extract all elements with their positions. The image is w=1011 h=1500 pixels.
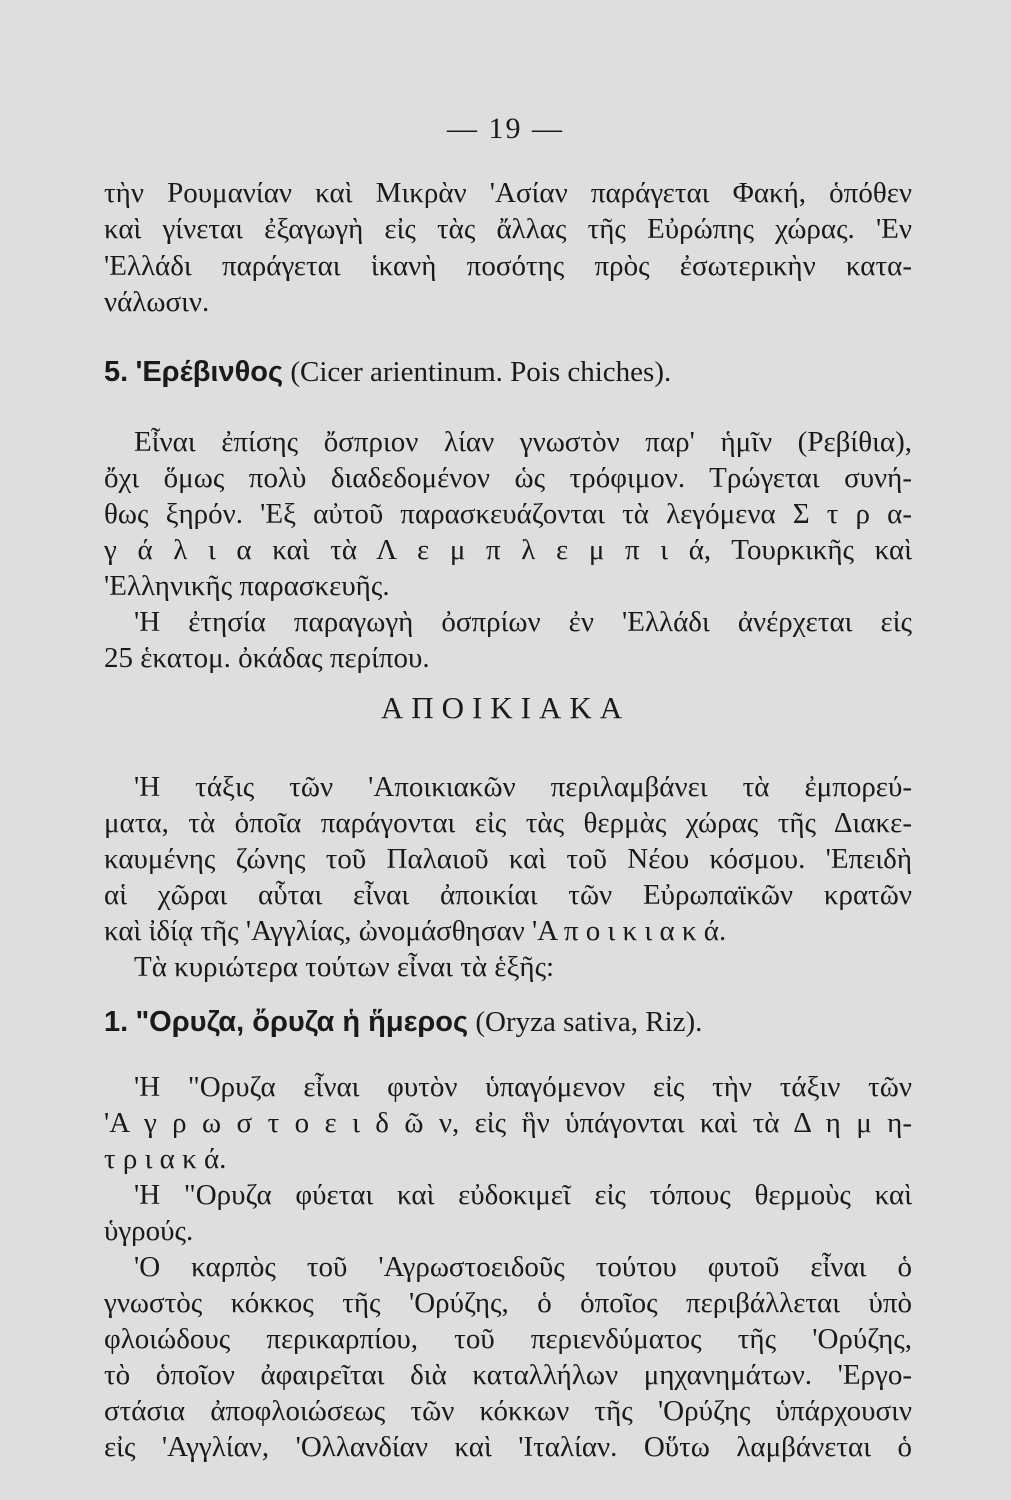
text-line: θως ξηρόν. 'Εξ αὐτοῦ παρασκευάζονται τὰ λεγόμενα Σ τ ρ α-	[104, 498, 912, 530]
text-line: τὴν Ρουμανίαν καὶ Μικρὰν 'Ασίαν παράγεται Φακή, ὁπόθεν	[104, 177, 912, 209]
text-line: 'Ελληνικῆς παρασκευῆς.	[104, 570, 390, 602]
text-line: 'Α γ ρ ω σ τ ο ε ι δ ῶ ν, εἰς ἣν ὑπάγονται καὶ τὰ Δ η μ η-	[104, 1107, 912, 1139]
text-line: τὸ ὁποῖον ἀφαιρεῖται διὰ καταλλήλων μηχανημάτων. 'Εργο-	[104, 1359, 912, 1391]
text-line: Εἶναι ἐπίσης ὄσπριον λίαν γνωστὸν παρ' ἡμῖν (Ρεβίθια),	[134, 426, 912, 458]
text-line: ὑγρούς.	[104, 1215, 194, 1247]
text-line: καὶ ἰδίᾳ τῆς 'Αγγλίας, ὠνομάσθησαν 'Α π ο ι κ ι α κ ά.	[104, 915, 727, 947]
text-line: εἰς 'Αγγλίαν, 'Ολλανδίαν καὶ 'Ιταλίαν. Οὕτω λαμβάνεται ὁ	[104, 1431, 912, 1463]
section-heading-1	[104, 1005, 912, 1039]
text-line: 'Η "Ορυζα εἶναι φυτὸν ὑπαγόμενον εἰς τὴν τάξιν τῶν	[134, 1071, 912, 1103]
text-line: γ ά λ ι α καὶ τὰ Λ ε μ π λ ε μ π ι ά, Τουρκικῆς καὶ	[104, 534, 912, 566]
text-line: ὄχι ὅμως πολὺ διαδεδομένον ὡς τρόφιμον. Τρώγεται συνή-	[104, 462, 912, 494]
text-line: γνωστὸς κόκκος τῆς 'Ορύζης, ὁ ὁποῖος περιβάλλεται ὑπὸ	[104, 1287, 912, 1319]
text-line: καυμένης ζώνης τοῦ Παλαιοῦ καὶ τοῦ Νέου κόσμου. 'Επειδὴ	[104, 843, 912, 875]
text-line: 'Ο καρπὸς τοῦ 'Αγρωστοειδοῦς τούτου φυτοῦ εἶναι ὁ	[134, 1251, 912, 1283]
text-line: 'Ελλάδι παράγεται ἱκανὴ ποσότης πρὸς ἐσωτερικὴν κατα-	[104, 250, 912, 282]
heading-number: 5.	[104, 356, 129, 388]
heading-greek: 'Ερέβινθος	[135, 356, 284, 388]
heading-number: 1.	[104, 1006, 129, 1038]
heading-latin: (Cicer arientinum. Pois chiches).	[290, 356, 672, 388]
text-line: φλοιώδους περικαρπίου, τοῦ περιενδύματος τῆς 'Ορύζης,	[104, 1323, 912, 1355]
text-line: νάλωσιν.	[104, 286, 210, 318]
text-line: Τὰ κυριώτερα τούτων εἶναι τὰ ἑξῆς:	[134, 951, 555, 983]
text-line: τ ρ ι α κ ά.	[104, 1143, 227, 1175]
text-line: αἱ χῶραι αὗται εἶναι ἀποικίαι τῶν Εὐρωπαϊκῶν κρατῶν	[104, 879, 912, 911]
text-line: καὶ γίνεται ἐξαγωγὴ εἰς τὰς ἄλλας τῆς Εὐρώπης χώρας. 'Εν	[104, 213, 912, 245]
text-line: 25 ἑκατομ. ὀκάδας περίπου.	[104, 642, 430, 674]
section-heading-5	[104, 355, 912, 389]
text-line: ματα, τὰ ὁποῖα παράγονται εἰς τὰς θερμὰς χώρας τῆς Διακε-	[104, 807, 912, 839]
heading-greek: "Ορυζα, ὄρυζα ἡ ἥμερος	[135, 1006, 469, 1038]
text-line: 'Η "Ορυζα φύεται καὶ εὐδοκιμεῖ εἰς τόπους θερμοὺς καὶ	[134, 1179, 912, 1211]
text-line: 'Η ἐτησία παραγωγὴ ὀσπρίων ἐν 'Ελλάδι ἀνέρχεται εἰς	[134, 606, 912, 638]
text-line: στάσια ἀποφλοιώσεως τῶν κόκκων τῆς 'Ορύζης ὑπάρχουσιν	[104, 1395, 912, 1427]
section-title: ΑΠΟΙΚΙΑΚΑ	[380, 690, 631, 725]
heading-latin: (Oryza sativa, Riz).	[475, 1006, 703, 1038]
page-number: — 19 —	[447, 112, 564, 145]
text-line: 'Η τάξις τῶν 'Αποικιακῶν περιλαμβάνει τὰ ἐμπορεύ-	[134, 771, 912, 803]
